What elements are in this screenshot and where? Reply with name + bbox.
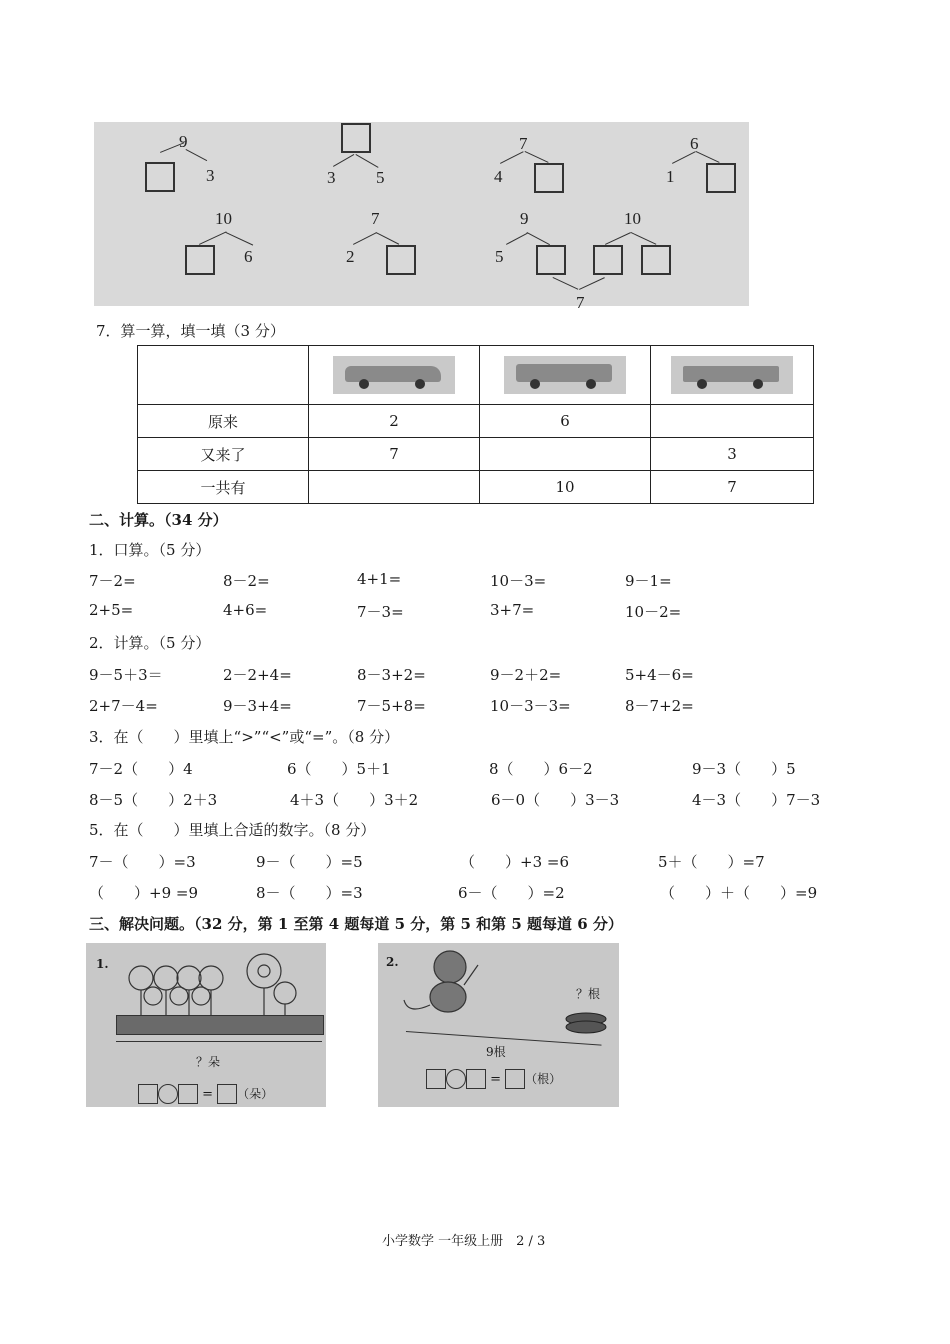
answer-box[interactable] <box>593 245 623 275</box>
expr: 8－7+2= <box>625 697 694 715</box>
expr: 8－2= <box>223 572 270 590</box>
answer-box[interactable] <box>641 245 671 275</box>
expr: 9－3+4= <box>223 697 292 715</box>
expr: 9－5＋3＝ <box>89 666 163 684</box>
tree-top: 7 <box>371 209 380 228</box>
table-cell[interactable] <box>480 438 651 471</box>
answer-box[interactable] <box>138 1084 158 1104</box>
vehicle-cell <box>480 346 651 405</box>
compare-expr[interactable]: 8－5（ ）2＋3 <box>89 791 218 809</box>
expr: 3+7= <box>490 601 535 619</box>
operator-circle[interactable] <box>158 1084 178 1104</box>
answer-box[interactable] <box>505 1069 525 1089</box>
table-cell[interactable]: 7 <box>651 471 814 504</box>
answer-box[interactable] <box>536 245 566 275</box>
tree-top: 9 <box>520 209 529 228</box>
q3-title: 3．在（ ）里填上“>”“<”或“=”。（8 分） <box>89 728 400 746</box>
tree-top: 10 <box>215 209 232 228</box>
problem-number: 1. <box>96 957 109 971</box>
tree-top: 7 <box>519 134 528 153</box>
row-label: 一共有 <box>138 471 309 504</box>
expr: 2+5= <box>89 601 134 619</box>
fill-expr[interactable]: （ ）+3 =6 <box>460 853 569 871</box>
row-label: 原来 <box>138 405 309 438</box>
answer-box[interactable] <box>145 162 175 192</box>
compare-expr[interactable]: 4＋3（ ）3＋2 <box>290 791 419 809</box>
table-cell[interactable]: 3 <box>651 438 814 471</box>
expr: 9－2＋2= <box>490 666 562 684</box>
answer-box[interactable] <box>534 163 564 193</box>
fill-expr[interactable]: （ ）＋（ ）=9 <box>660 884 818 902</box>
tree-left: 1 <box>666 167 675 186</box>
unit-label: （根） <box>525 1072 562 1086</box>
table-cell[interactable]: 7 <box>309 438 480 471</box>
section-3-title: 三、解决问题。（32 分，第 1 至第 4 题每道 5 分，第 5 和第 5 题每道 6 分） <box>89 915 623 933</box>
row-label: 又来了 <box>138 438 309 471</box>
table-row <box>138 438 814 471</box>
answer-box[interactable] <box>466 1069 486 1089</box>
compare-expr[interactable]: 4－3（ ）7－3 <box>692 791 821 809</box>
tree-top: 9 <box>179 132 188 151</box>
equation-boxes: = （根） <box>426 1068 561 1089</box>
compare-expr[interactable]: 8（ ）6－2 <box>489 760 593 778</box>
q7-title: 7．算一算，填一填（3 分） <box>96 322 285 340</box>
compare-expr[interactable]: 9－3（ ）5 <box>692 760 796 778</box>
fill-expr[interactable]: （ ）+9 =9 <box>89 884 198 902</box>
expr: 10－3= <box>490 572 547 590</box>
table-cell[interactable]: 6 <box>480 405 651 438</box>
fill-expr[interactable]: 6－（ ）=2 <box>458 884 565 902</box>
tree-right: 3 <box>206 166 215 185</box>
table-row <box>138 471 814 504</box>
compare-expr[interactable]: 6－0（ ）3－3 <box>491 791 620 809</box>
vehicle-cell <box>651 346 814 405</box>
expr: 10－3－3= <box>490 697 571 715</box>
problem-number: 2. <box>386 955 399 969</box>
table-row <box>138 405 814 438</box>
flower-bed <box>116 1015 324 1035</box>
monkey-icon <box>398 945 488 1025</box>
page-footer: 小学数学 一年级上册 2 / 3 <box>382 1234 546 1249</box>
equation-boxes: = （朵） <box>138 1083 273 1104</box>
compare-expr[interactable]: 6（ ）5＋1 <box>287 760 391 778</box>
answer-box[interactable] <box>178 1084 198 1104</box>
expr: 2+7－4= <box>89 697 158 715</box>
fill-expr[interactable]: 7－（ ）=3 <box>89 853 196 871</box>
question-label: ？朵 <box>196 1055 221 1069</box>
expr: 10－2= <box>625 603 682 621</box>
q1-title: 1．口算。（5 分） <box>89 541 211 559</box>
table-cell[interactable] <box>651 405 814 438</box>
truck-icon <box>671 356 793 394</box>
expr: 7－5+8= <box>357 697 426 715</box>
total-label: 9根 <box>486 1045 506 1059</box>
answer-box[interactable] <box>386 245 416 275</box>
tree-left: 2 <box>346 247 355 266</box>
expr: 7－2= <box>89 572 136 590</box>
tree-left: 5 <box>495 247 504 266</box>
compare-expr[interactable]: 7－2（ ）4 <box>89 760 193 778</box>
answer-box[interactable] <box>185 245 215 275</box>
fill-expr[interactable]: 8－（ ）=3 <box>256 884 363 902</box>
expr: 4+1= <box>357 570 402 588</box>
expr: 5+4－6= <box>625 666 694 684</box>
question-label: ？根 <box>576 987 601 1001</box>
q7-table <box>137 345 814 504</box>
expr: 9－1= <box>625 572 672 590</box>
unit-label: （朵） <box>237 1087 274 1101</box>
expr: 7－3= <box>357 603 404 621</box>
answer-box[interactable] <box>341 123 371 153</box>
operator-circle[interactable] <box>446 1069 466 1089</box>
answer-box[interactable] <box>217 1084 237 1104</box>
expr: 4+6= <box>223 601 268 619</box>
tree-top: 6 <box>690 134 699 153</box>
tree-top: 10 <box>624 209 641 228</box>
tree-left: 3 <box>327 168 336 187</box>
bananas-icon <box>561 1007 611 1037</box>
expr: 2－2+4= <box>223 666 292 684</box>
car-icon <box>333 356 455 394</box>
tree-left: 4 <box>494 167 503 186</box>
problem-2-picture <box>378 943 619 1107</box>
tree-bottom: 7 <box>576 293 585 312</box>
number-tree-photo <box>94 122 749 306</box>
table-cell[interactable] <box>309 471 480 504</box>
tree-right: 6 <box>244 247 253 266</box>
answer-box[interactable] <box>706 163 736 193</box>
tree-right: 5 <box>376 168 385 187</box>
expr: 8－3+2= <box>357 666 426 684</box>
problem-1-picture <box>86 943 326 1107</box>
q2-title: 2．计算。（5 分） <box>89 634 211 652</box>
section-2-title: 二、计算。（34 分） <box>89 511 228 529</box>
fill-expr[interactable]: 5＋（ ）=7 <box>658 853 765 871</box>
q5-title: 5．在（ ）里填上合适的数字。（8 分） <box>89 821 376 839</box>
vehicle-cell <box>309 346 480 405</box>
fill-expr[interactable]: 9－（ ）=5 <box>256 853 363 871</box>
table-cell[interactable]: 10 <box>480 471 651 504</box>
answer-box[interactable] <box>426 1069 446 1089</box>
bus-icon <box>504 356 626 394</box>
table-cell[interactable]: 2 <box>309 405 480 438</box>
